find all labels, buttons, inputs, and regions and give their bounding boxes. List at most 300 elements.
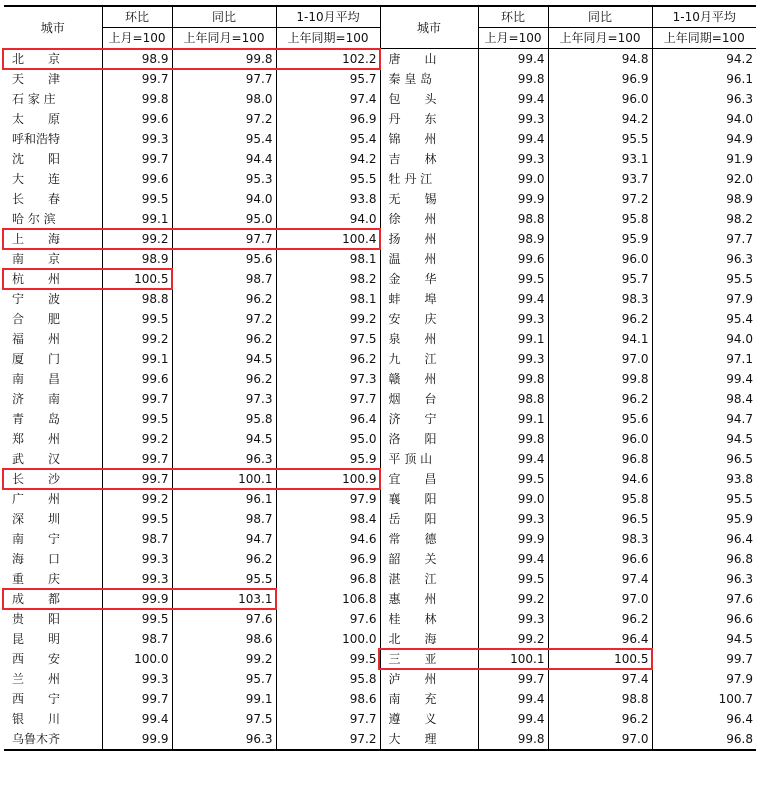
left-avg-value: 97.6 bbox=[276, 609, 380, 629]
left-mom-value: 99.1 bbox=[102, 349, 172, 369]
right-mom-value: 99.4 bbox=[478, 549, 548, 569]
right-avg-value: 97.9 bbox=[652, 669, 756, 689]
right-avg-value: 94.9 bbox=[652, 129, 756, 149]
right-yoy-value: 96.0 bbox=[548, 89, 652, 109]
right-avg-value: 96.3 bbox=[652, 89, 756, 109]
table-row bbox=[4, 529, 756, 549]
left-city-name: 南 昌 bbox=[12, 372, 61, 386]
table-row bbox=[4, 469, 756, 489]
right-mom-value: 99.8 bbox=[478, 429, 548, 449]
right-mom-value: 99.2 bbox=[478, 629, 548, 649]
left-city-name: 太 原 bbox=[12, 112, 61, 126]
right-avg-value: 95.9 bbox=[652, 509, 756, 529]
right-mom-value: 99.0 bbox=[478, 169, 548, 189]
left-mom-value: 99.5 bbox=[102, 609, 172, 629]
header-avg-right: 1-10月平均 bbox=[652, 6, 756, 28]
left-mom-value: 99.7 bbox=[102, 149, 172, 169]
right-yoy-value: 95.9 bbox=[548, 229, 652, 249]
left-city-name: 西 安 bbox=[12, 652, 61, 666]
right-avg-value: 98.9 bbox=[652, 189, 756, 209]
table-row bbox=[4, 89, 756, 109]
right-mom-value: 99.3 bbox=[478, 149, 548, 169]
left-city-name: 广 州 bbox=[12, 492, 61, 506]
right-avg-value: 99.7 bbox=[652, 649, 756, 669]
left-city-name: 乌鲁木齐 bbox=[4, 729, 102, 750]
right-city-name: 济 宁 bbox=[380, 409, 478, 429]
left-mom-value: 99.3 bbox=[102, 549, 172, 569]
table-row bbox=[4, 129, 756, 149]
left-avg-value: 106.8 bbox=[276, 589, 380, 609]
left-avg-value: 102.2 bbox=[276, 49, 380, 70]
right-yoy-value: 93.7 bbox=[548, 169, 652, 189]
left-yoy-value: 94.5 bbox=[172, 429, 276, 449]
left-city-name: 青 岛 bbox=[12, 412, 61, 426]
right-yoy-value: 96.6 bbox=[548, 549, 652, 569]
table-row bbox=[4, 69, 756, 89]
right-yoy-value: 94.2 bbox=[548, 109, 652, 129]
right-avg-value: 98.4 bbox=[652, 389, 756, 409]
left-avg-value: 97.7 bbox=[276, 709, 380, 729]
right-city-name: 秦 皇 岛 bbox=[380, 69, 478, 89]
right-city-name: 泸 州 bbox=[380, 669, 478, 689]
right-mom-value: 99.1 bbox=[478, 409, 548, 429]
left-avg-value: 99.5 bbox=[276, 649, 380, 669]
right-city-name: 金 华 bbox=[380, 269, 478, 289]
left-mom-value: 100.5 bbox=[102, 269, 172, 289]
right-city-name: 无 锡 bbox=[380, 189, 478, 209]
right-mom-value: 99.4 bbox=[478, 449, 548, 469]
left-avg-value: 96.8 bbox=[276, 569, 380, 589]
table-row bbox=[4, 169, 756, 189]
right-city-name: 徐 州 bbox=[380, 209, 478, 229]
right-mom-value: 99.4 bbox=[478, 49, 548, 70]
right-yoy-value: 97.4 bbox=[548, 569, 652, 589]
right-mom-value: 99.4 bbox=[478, 129, 548, 149]
right-mom-value: 98.8 bbox=[478, 389, 548, 409]
right-yoy-value: 96.9 bbox=[548, 69, 652, 89]
left-yoy-value: 94.7 bbox=[172, 529, 276, 549]
right-mom-value: 99.3 bbox=[478, 609, 548, 629]
table-row bbox=[4, 229, 756, 249]
left-avg-value: 99.2 bbox=[276, 309, 380, 329]
left-yoy-value: 96.1 bbox=[172, 489, 276, 509]
left-mom-value: 99.5 bbox=[102, 309, 172, 329]
right-avg-value: 92.0 bbox=[652, 169, 756, 189]
right-city-name: 遵 义 bbox=[380, 709, 478, 729]
left-mom-value: 99.7 bbox=[102, 389, 172, 409]
left-yoy-value: 98.0 bbox=[172, 89, 276, 109]
left-city-name: 大 连 bbox=[12, 172, 61, 186]
left-yoy-value: 100.1 bbox=[172, 469, 276, 489]
left-yoy-value: 98.7 bbox=[172, 269, 276, 289]
left-avg-value: 96.9 bbox=[276, 109, 380, 129]
right-yoy-value: 97.4 bbox=[548, 669, 652, 689]
right-city-name: 丹 东 bbox=[380, 109, 478, 129]
left-avg-value: 95.0 bbox=[276, 429, 380, 449]
right-mom-value: 99.9 bbox=[478, 529, 548, 549]
right-yoy-value: 95.8 bbox=[548, 209, 652, 229]
right-avg-value: 96.5 bbox=[652, 449, 756, 469]
left-yoy-value: 97.3 bbox=[172, 389, 276, 409]
left-city-name: 上 海 bbox=[12, 232, 61, 246]
right-yoy-value: 93.1 bbox=[548, 149, 652, 169]
table-row bbox=[4, 209, 756, 229]
left-mom-value: 98.7 bbox=[102, 629, 172, 649]
left-avg-value: 100.9 bbox=[276, 469, 380, 489]
left-avg-value: 100.4 bbox=[276, 229, 380, 249]
left-yoy-value: 97.2 bbox=[172, 109, 276, 129]
left-city-name: 郑 州 bbox=[12, 432, 61, 446]
right-yoy-value: 97.0 bbox=[548, 589, 652, 609]
left-city-name: 海 口 bbox=[12, 552, 61, 566]
left-avg-value: 98.1 bbox=[276, 289, 380, 309]
right-yoy-value: 96.2 bbox=[548, 709, 652, 729]
left-yoy-value: 95.5 bbox=[172, 569, 276, 589]
left-yoy-value: 97.7 bbox=[172, 69, 276, 89]
right-mom-value: 99.8 bbox=[478, 69, 548, 89]
left-city-name: 杭 州 bbox=[12, 272, 61, 286]
left-mom-value: 99.9 bbox=[102, 589, 172, 609]
left-city-name: 哈 尔 滨 bbox=[12, 212, 56, 226]
table-row bbox=[4, 49, 756, 70]
right-yoy-value: 96.0 bbox=[548, 429, 652, 449]
header-mom-right: 环比 bbox=[478, 6, 548, 28]
left-yoy-value: 94.4 bbox=[172, 149, 276, 169]
table-row bbox=[4, 549, 756, 569]
left-city-name: 济 南 bbox=[12, 392, 61, 406]
table-row bbox=[4, 589, 756, 609]
right-city-name: 赣 州 bbox=[380, 369, 478, 389]
left-yoy-value: 96.3 bbox=[172, 449, 276, 469]
left-city-name: 长 春 bbox=[12, 192, 61, 206]
left-mom-value: 99.8 bbox=[102, 89, 172, 109]
left-city-name: 长 沙 bbox=[12, 472, 61, 486]
left-yoy-value: 95.4 bbox=[172, 129, 276, 149]
left-mom-value: 99.6 bbox=[102, 169, 172, 189]
left-avg-value: 95.8 bbox=[276, 669, 380, 689]
right-city-name: 牡 丹 江 bbox=[380, 169, 478, 189]
right-avg-value: 95.5 bbox=[652, 269, 756, 289]
table-row bbox=[4, 389, 756, 409]
right-mom-value: 99.3 bbox=[478, 309, 548, 329]
right-avg-value: 94.5 bbox=[652, 629, 756, 649]
table-row bbox=[4, 409, 756, 429]
right-city-name: 大 理 bbox=[380, 729, 478, 750]
right-avg-value: 96.8 bbox=[652, 549, 756, 569]
right-city-name: 锦 州 bbox=[380, 129, 478, 149]
table-row bbox=[4, 429, 756, 449]
right-mom-value: 99.3 bbox=[478, 109, 548, 129]
left-yoy-value: 96.2 bbox=[172, 289, 276, 309]
left-yoy-value: 96.3 bbox=[172, 729, 276, 750]
table-row bbox=[4, 489, 756, 509]
left-mom-value: 99.6 bbox=[102, 369, 172, 389]
right-mom-value: 99.6 bbox=[478, 249, 548, 269]
right-mom-value: 98.8 bbox=[478, 209, 548, 229]
table-row bbox=[4, 609, 756, 629]
left-mom-value: 99.7 bbox=[102, 469, 172, 489]
right-avg-value: 94.0 bbox=[652, 109, 756, 129]
right-city-name: 常 德 bbox=[380, 529, 478, 549]
right-yoy-value: 98.3 bbox=[548, 289, 652, 309]
left-yoy-value: 96.2 bbox=[172, 549, 276, 569]
right-yoy-value: 98.8 bbox=[548, 689, 652, 709]
left-city-name: 宁 波 bbox=[12, 292, 61, 306]
header-mom-base-right: 上月=100 bbox=[478, 28, 548, 49]
right-mom-value: 99.8 bbox=[478, 369, 548, 389]
right-yoy-value: 100.5 bbox=[548, 649, 652, 669]
right-mom-value: 99.0 bbox=[478, 489, 548, 509]
left-avg-value: 98.4 bbox=[276, 509, 380, 529]
right-mom-value: 99.3 bbox=[478, 509, 548, 529]
left-avg-value: 98.6 bbox=[276, 689, 380, 709]
left-mom-value: 98.7 bbox=[102, 529, 172, 549]
left-mom-value: 99.7 bbox=[102, 69, 172, 89]
left-mom-value: 99.2 bbox=[102, 429, 172, 449]
left-yoy-value: 95.7 bbox=[172, 669, 276, 689]
right-avg-value: 94.7 bbox=[652, 409, 756, 429]
left-mom-value: 99.7 bbox=[102, 689, 172, 709]
right-yoy-value: 97.2 bbox=[548, 189, 652, 209]
table-row bbox=[4, 449, 756, 469]
left-yoy-value: 99.1 bbox=[172, 689, 276, 709]
right-yoy-value: 95.6 bbox=[548, 409, 652, 429]
left-mom-value: 99.4 bbox=[102, 709, 172, 729]
right-avg-value: 96.8 bbox=[652, 729, 756, 750]
right-city-name: 襄 阳 bbox=[380, 489, 478, 509]
table-row bbox=[4, 349, 756, 369]
left-avg-value: 97.7 bbox=[276, 389, 380, 409]
left-mom-value: 99.1 bbox=[102, 209, 172, 229]
left-city-name: 呼和浩特 bbox=[12, 132, 61, 146]
left-yoy-value: 95.6 bbox=[172, 249, 276, 269]
right-yoy-value: 96.2 bbox=[548, 609, 652, 629]
right-city-name: 平 顶 山 bbox=[380, 449, 478, 469]
table-row bbox=[4, 569, 756, 589]
header-avg-left: 1-10月平均 bbox=[276, 6, 380, 28]
right-city-name: 北 海 bbox=[380, 629, 478, 649]
right-avg-value: 97.6 bbox=[652, 589, 756, 609]
left-city-name: 南 京 bbox=[12, 252, 61, 266]
left-avg-value: 96.4 bbox=[276, 409, 380, 429]
right-yoy-value: 97.0 bbox=[548, 349, 652, 369]
left-yoy-value: 97.7 bbox=[172, 229, 276, 249]
right-city-name: 岳 阳 bbox=[380, 509, 478, 529]
table-row bbox=[4, 629, 756, 649]
right-city-name: 三 亚 bbox=[380, 649, 478, 669]
right-avg-value: 98.2 bbox=[652, 209, 756, 229]
left-avg-value: 95.4 bbox=[276, 129, 380, 149]
header-city-right: 城市 bbox=[380, 6, 478, 49]
right-city-name: 扬 州 bbox=[380, 229, 478, 249]
right-city-name: 包 头 bbox=[380, 89, 478, 109]
table-row bbox=[4, 269, 756, 289]
right-avg-value: 97.1 bbox=[652, 349, 756, 369]
left-city-name: 西 宁 bbox=[12, 692, 61, 706]
left-yoy-value: 98.6 bbox=[172, 629, 276, 649]
left-avg-value: 95.7 bbox=[276, 69, 380, 89]
left-mom-value: 98.9 bbox=[102, 249, 172, 269]
left-avg-value: 94.0 bbox=[276, 209, 380, 229]
left-mom-value: 99.2 bbox=[102, 229, 172, 249]
right-mom-value: 99.3 bbox=[478, 349, 548, 369]
right-city-name: 蚌 埠 bbox=[380, 289, 478, 309]
right-city-name: 温 州 bbox=[380, 249, 478, 269]
left-mom-value: 99.9 bbox=[102, 729, 172, 750]
table-row bbox=[4, 649, 756, 669]
right-avg-value: 94.0 bbox=[652, 329, 756, 349]
left-mom-value: 99.3 bbox=[102, 569, 172, 589]
table-row bbox=[4, 369, 756, 389]
right-yoy-value: 95.8 bbox=[548, 489, 652, 509]
table-row bbox=[4, 729, 756, 750]
left-mom-value: 99.2 bbox=[102, 489, 172, 509]
right-yoy-value: 96.8 bbox=[548, 449, 652, 469]
left-city-name: 福 州 bbox=[12, 332, 61, 346]
header-yoy-left: 同比 bbox=[172, 6, 276, 28]
table-row bbox=[4, 289, 756, 309]
header-mom-left: 环比 bbox=[102, 6, 172, 28]
left-avg-value: 95.9 bbox=[276, 449, 380, 469]
right-mom-value: 99.9 bbox=[478, 189, 548, 209]
right-avg-value: 96.3 bbox=[652, 569, 756, 589]
left-city-name: 银 川 bbox=[12, 712, 61, 726]
right-yoy-value: 96.4 bbox=[548, 629, 652, 649]
table-row bbox=[4, 249, 756, 269]
left-mom-value: 100.0 bbox=[102, 649, 172, 669]
table-row bbox=[4, 669, 756, 689]
left-avg-value: 97.5 bbox=[276, 329, 380, 349]
header-avg-base-left: 上年同期=100 bbox=[276, 28, 380, 49]
right-avg-value: 96.1 bbox=[652, 69, 756, 89]
right-mom-value: 98.9 bbox=[478, 229, 548, 249]
right-mom-value: 99.4 bbox=[478, 709, 548, 729]
right-city-name: 九 江 bbox=[380, 349, 478, 369]
left-city-name: 重 庆 bbox=[12, 572, 61, 586]
left-avg-value: 100.0 bbox=[276, 629, 380, 649]
header-city-left: 城市 bbox=[4, 6, 102, 49]
header-yoy-base-right: 上年同月=100 bbox=[548, 28, 652, 49]
right-avg-value: 96.4 bbox=[652, 529, 756, 549]
right-avg-value: 96.3 bbox=[652, 249, 756, 269]
right-avg-value: 95.4 bbox=[652, 309, 756, 329]
left-city-name: 兰 州 bbox=[12, 672, 61, 686]
left-mom-value: 98.9 bbox=[102, 49, 172, 70]
right-yoy-value: 95.7 bbox=[548, 269, 652, 289]
left-mom-value: 99.3 bbox=[102, 129, 172, 149]
right-avg-value: 96.6 bbox=[652, 609, 756, 629]
right-city-name: 泉 州 bbox=[380, 329, 478, 349]
right-yoy-value: 99.8 bbox=[548, 369, 652, 389]
left-mom-value: 99.2 bbox=[102, 329, 172, 349]
table-row bbox=[4, 109, 756, 129]
table-body bbox=[4, 49, 756, 751]
left-city-name: 天 津 bbox=[12, 72, 61, 86]
left-city-name: 沈 阳 bbox=[12, 152, 61, 166]
left-yoy-value: 94.5 bbox=[172, 349, 276, 369]
left-yoy-value: 99.2 bbox=[172, 649, 276, 669]
table-row bbox=[4, 189, 756, 209]
left-yoy-value: 99.8 bbox=[172, 49, 276, 70]
left-yoy-value: 95.8 bbox=[172, 409, 276, 429]
right-mom-value: 99.7 bbox=[478, 669, 548, 689]
left-city-name: 昆 明 bbox=[12, 632, 61, 646]
left-yoy-value: 94.0 bbox=[172, 189, 276, 209]
right-yoy-value: 94.6 bbox=[548, 469, 652, 489]
left-mom-value: 98.8 bbox=[102, 289, 172, 309]
left-city-name: 南 宁 bbox=[12, 532, 61, 546]
right-avg-value: 94.5 bbox=[652, 429, 756, 449]
left-yoy-value: 96.2 bbox=[172, 369, 276, 389]
right-city-name: 韶 关 bbox=[380, 549, 478, 569]
left-avg-value: 96.9 bbox=[276, 549, 380, 569]
left-city-name: 贵 阳 bbox=[12, 612, 61, 626]
right-yoy-value: 96.5 bbox=[548, 509, 652, 529]
header-mom-base-left: 上月=100 bbox=[102, 28, 172, 49]
right-avg-value: 93.8 bbox=[652, 469, 756, 489]
left-yoy-value: 103.1 bbox=[172, 589, 276, 609]
right-mom-value: 99.5 bbox=[478, 569, 548, 589]
left-mom-value: 99.7 bbox=[102, 449, 172, 469]
left-yoy-value: 97.5 bbox=[172, 709, 276, 729]
header-avg-base-right: 上年同期=100 bbox=[652, 28, 756, 49]
left-avg-value: 97.9 bbox=[276, 489, 380, 509]
left-avg-value: 98.1 bbox=[276, 249, 380, 269]
left-avg-value: 93.8 bbox=[276, 189, 380, 209]
right-city-name: 洛 阳 bbox=[380, 429, 478, 449]
right-city-name: 湛 江 bbox=[380, 569, 478, 589]
right-mom-value: 99.5 bbox=[478, 469, 548, 489]
table-row bbox=[4, 689, 756, 709]
right-mom-value: 99.8 bbox=[478, 729, 548, 750]
left-avg-value: 97.3 bbox=[276, 369, 380, 389]
left-mom-value: 99.5 bbox=[102, 509, 172, 529]
right-mom-value: 99.2 bbox=[478, 589, 548, 609]
right-avg-value: 97.7 bbox=[652, 229, 756, 249]
left-city-name: 武 汉 bbox=[12, 452, 61, 466]
left-avg-value: 97.4 bbox=[276, 89, 380, 109]
table-row bbox=[4, 149, 756, 169]
right-mom-value: 99.1 bbox=[478, 329, 548, 349]
right-mom-value: 99.4 bbox=[478, 689, 548, 709]
right-avg-value: 99.4 bbox=[652, 369, 756, 389]
right-city-name: 烟 台 bbox=[380, 389, 478, 409]
right-mom-value: 100.1 bbox=[478, 649, 548, 669]
left-mom-value: 99.6 bbox=[102, 109, 172, 129]
right-avg-value: 97.9 bbox=[652, 289, 756, 309]
left-yoy-value: 98.7 bbox=[172, 509, 276, 529]
right-yoy-value: 94.1 bbox=[548, 329, 652, 349]
left-yoy-value: 97.6 bbox=[172, 609, 276, 629]
left-yoy-value: 95.3 bbox=[172, 169, 276, 189]
right-city-name: 吉 林 bbox=[380, 149, 478, 169]
right-yoy-value: 97.0 bbox=[548, 729, 652, 750]
right-avg-value: 91.9 bbox=[652, 149, 756, 169]
left-yoy-value: 95.0 bbox=[172, 209, 276, 229]
price-index-table bbox=[4, 5, 756, 751]
right-avg-value: 100.7 bbox=[652, 689, 756, 709]
right-city-name: 南 充 bbox=[380, 689, 478, 709]
left-avg-value: 96.2 bbox=[276, 349, 380, 369]
left-yoy-value: 97.2 bbox=[172, 309, 276, 329]
header-yoy-base-left: 上年同月=100 bbox=[172, 28, 276, 49]
left-city-name: 厦 门 bbox=[12, 352, 61, 366]
right-avg-value: 96.4 bbox=[652, 709, 756, 729]
right-avg-value: 94.2 bbox=[652, 49, 756, 70]
table-row bbox=[4, 709, 756, 729]
right-city-name: 安 庆 bbox=[380, 309, 478, 329]
left-city-name: 北 京 bbox=[12, 52, 61, 66]
